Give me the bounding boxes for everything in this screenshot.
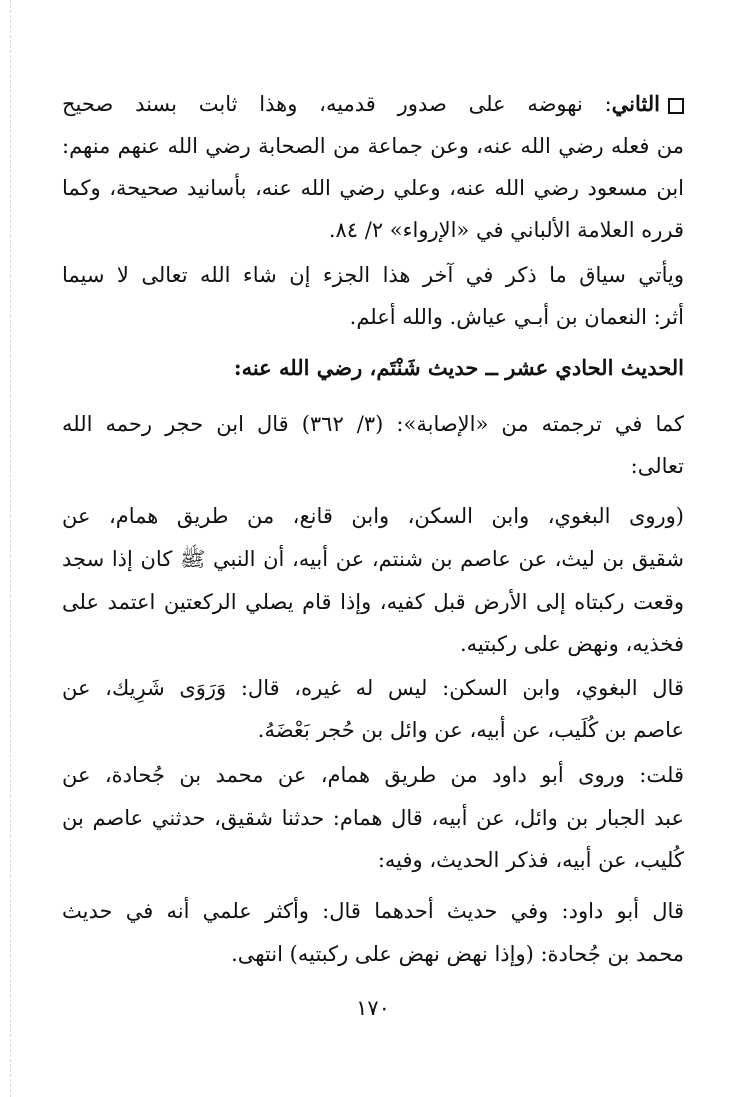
text-line: أثر: النعمان بن أبـي عياش. والله أعلم. (349, 305, 684, 329)
line-bold-prefix: الثاني (611, 91, 660, 116)
text-line: ويأتي سياق ما ذكر في آخر هذا الجزء إن شاء الله تعالى لا سيما (62, 263, 684, 287)
text-line: عبد الجبار بن وائل، عن أبيه، قال همام: حدثنا شقيق، حدثني عاصم بن (62, 806, 684, 830)
main-text (62, 0, 684, 1097)
text-line: فخذيه، ونهض على ركبتيه. (460, 632, 684, 656)
line-text (62, 92, 660, 116)
scan-edge-divider (10, 0, 11, 1097)
text-line: وقعت ركبتاه إلى الأرض قبل كفيه، وإذا قام يصلي الركعتين اعتمد على (62, 590, 684, 614)
text-line: من فعله رضي الله عنه، وعن جماعة من الصحابة رضي الله عنهم منهم: (62, 134, 684, 158)
text-line: قرره العلامة الألباني في «الإرواء» ٢/ ٨٤. (328, 218, 684, 242)
line-rest: : نهوضه على صدور قدميه، وهذا ثابت بسند صحيح (62, 92, 612, 116)
section-heading: الحديث الحادي عشر ــ حديث شَنْتَم، رضي الله عنه: (233, 355, 684, 380)
text-line: محمد بن جُحادة: (وإذا نهض نهض على ركبتيه) انتهى. (231, 942, 684, 966)
text-line: (وروى البغوي، وابن السكن، وابن قانع، من طريق همام، عن (62, 504, 684, 528)
text-line (62, 84, 684, 124)
text-line: تعالى: (630, 454, 684, 478)
page-number: ١٧٠ (356, 996, 390, 1020)
text-line: ابن مسعود رضي الله عنه، وعلي رضي الله عنه، بأسانيد صحيحة، وكما (62, 176, 684, 200)
text-line: قلت: وروى أبو داود من طريق همام، عن محمد بن جُحادة، عن (62, 763, 684, 787)
text-line: كُليب، عن أبيه، فذكر الحديث، وفيه: (377, 848, 684, 872)
text-line: شقيق بن ليث، عن عاصم بن شنتم، عن أبيه، أن النبي ﷺ كان إذا سجد (62, 547, 684, 571)
text-line: كما في ترجمته من «الإصابة»: (٣/ ٣٦٢) قال ابن حجر رحمه الله (62, 412, 684, 436)
text-line: قال أبو داود: وفي حديث أحدهما قال: وأكثر علمي أنه في حديث (62, 899, 684, 923)
text-line: عاصم بن كُلَيب، عن أبيه، عن وائل بن حُجر بَعْضَهُ. (257, 718, 684, 742)
text-line: قال البغوي، وابن السكن: ليس له غيره، قال: وَرَوَى شَرِيك، عن (62, 676, 684, 700)
checkbox-bullet-icon (668, 98, 684, 114)
